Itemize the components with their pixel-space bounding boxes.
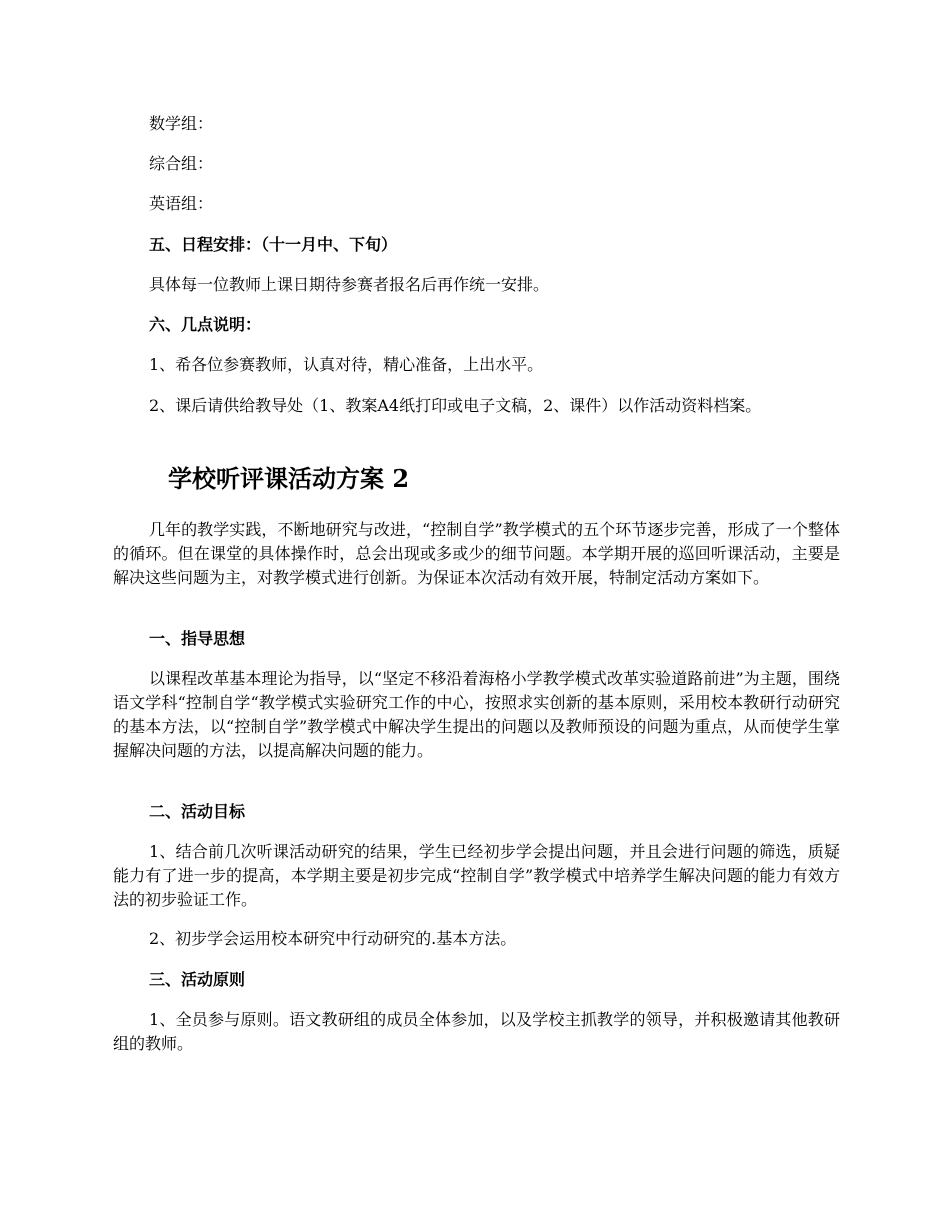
schedule-heading: 五、日程安排：（十一月中、下旬）	[149, 235, 398, 254]
plan-2-title: 学校听评课活动方案 2	[168, 464, 410, 493]
notes-heading: 六、几点说明：	[149, 315, 262, 334]
note-1-paragraph: 1、希各位参赛教师，认真对待，精心准备，上出水平。	[149, 355, 544, 374]
schedule-paragraph: 具体每一位教师上课日期待参赛者报名后再作统一安排。	[149, 275, 550, 294]
goal-1-paragraph: 1、结合前几次听课活动研究的结果，学生已经初步学会提出问题，并且会进行问题的筛选，质疑能力有了进一步的提高，本学期主要是初步完成“控制自学”教学模式中培养学生解决问题的能力有效方法的初步验证工作。	[113, 842, 840, 909]
math-group-line: 数学组：	[149, 114, 214, 133]
intro-paragraph: 几年的教学实践，不断地研究与改进，“控制自学”教学模式的五个环节逐步完善，形成了一个整体的循环。但在课堂的具体操作时，总会出现或多或少的细节问题。本学期开展的巡回听课活动，主要是解决这些问题为主，对教学模式进行创新。为保证本次活动有效开展，特制定活动方案如下。	[113, 520, 840, 587]
goal-2-paragraph: 2、初步学会运用校本研究中行动研究的.基本方法。	[149, 929, 517, 948]
principles-heading: 三、活动原则	[149, 970, 246, 989]
note-2-paragraph: 2、课后请供给教导处（1、教案A4纸打印或电子文稿，2、课件）以作活动资料档案。	[149, 396, 762, 415]
goals-heading: 二、活动目标	[149, 802, 246, 821]
guiding-heading: 一、指导思想	[149, 629, 246, 648]
general-group-line: 综合组：	[149, 154, 214, 173]
guiding-paragraph: 以课程改革基本理论为指导，以“坚定不移沿着海格小学教学模式改革实验道路前进”为主题，围绕语文学科“控制自学“教学模式实验研究工作的中心，按照求实创新的基本原则，采用校本教研行动研究的基本方法，以“控制自学”教学模式中解决学生提出的问题以及教师预设的问题为重点，从而使学生掌握解决问题的方法，以提高解决问题的能力。	[113, 669, 840, 760]
principle-1-paragraph: 1、全员参与原则。语文教研组的成员全体参加，以及学校主抓教学的领导，并积极邀请其他教研组的教师。	[113, 1010, 840, 1053]
english-group-line: 英语组：	[149, 194, 214, 213]
